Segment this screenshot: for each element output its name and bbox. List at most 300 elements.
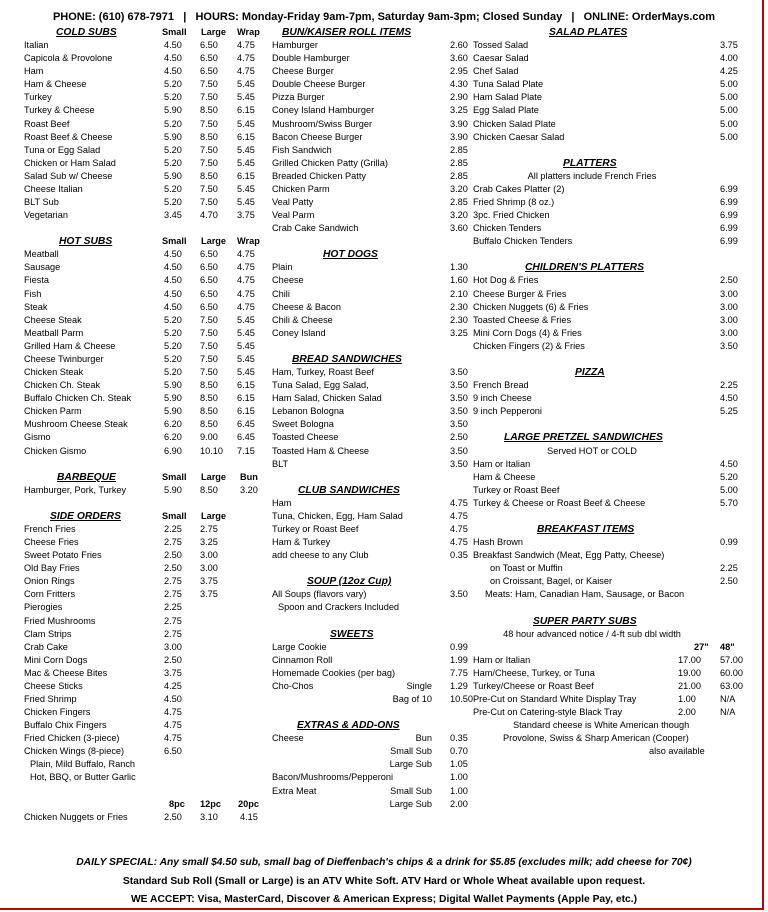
list-item — [24, 52, 269, 65]
pizza-list — [473, 379, 743, 418]
item-name: Fried Shrimp (8 oz.) — [473, 197, 555, 208]
price-27in: 1.00 — [678, 693, 696, 704]
item-name: Ham or Italian — [473, 654, 531, 665]
section-title: EXTRAS & ADD-ONS — [297, 720, 400, 732]
list-item — [24, 601, 269, 614]
price-large: 10.10 — [200, 445, 223, 456]
section-title: SOUP (12oz Cup) — [307, 576, 392, 588]
price-large: 6.50 — [200, 249, 218, 260]
item-name: Homemade Cookies (per bag) — [272, 667, 396, 678]
item-name: BLT — [272, 458, 289, 469]
price-wrap: 6.15 — [237, 380, 255, 391]
price-small: 4.50 — [164, 66, 182, 77]
price: 3.50 — [450, 406, 468, 417]
section-header-salad-plates — [473, 26, 743, 39]
section-title: HOT DOGS — [323, 249, 378, 261]
item-name: Chili — [272, 288, 290, 299]
list-item — [272, 458, 470, 471]
price: 3.00 — [720, 327, 738, 338]
platters-list — [473, 183, 743, 248]
item-name: Double Cheese Burger — [272, 79, 366, 90]
list-item — [24, 484, 269, 497]
price-8pc: 2.50 — [164, 811, 182, 822]
list-item — [24, 144, 269, 157]
separator: | — [183, 11, 187, 23]
size-label: Small Sub — [390, 785, 432, 796]
price-large: 7.50 — [200, 144, 218, 155]
price-large: 7.50 — [200, 340, 218, 351]
list-item — [272, 431, 470, 444]
column-header-large: Large — [201, 510, 227, 521]
platters-note — [473, 170, 711, 183]
party-note — [473, 628, 711, 641]
list-item — [272, 157, 470, 170]
item-name: Hash Brown — [473, 537, 524, 548]
list-item — [24, 366, 269, 379]
list-item — [24, 65, 269, 78]
list-item — [272, 418, 470, 431]
pretzel-list — [473, 458, 743, 510]
item-name: Bacon Cheese Burger — [272, 131, 363, 142]
item-name: Cheese — [272, 733, 304, 744]
list-item — [272, 209, 470, 222]
item-name: Meatball — [24, 249, 59, 260]
list-item — [272, 392, 470, 405]
list-item — [473, 314, 743, 327]
price: 3.90 — [450, 131, 468, 142]
price: 3.00 — [720, 288, 738, 299]
item-name: Chicken or Ham Salad — [24, 157, 116, 168]
column-header-large: Large — [201, 27, 227, 37]
price: 10.50 — [450, 693, 473, 704]
price-wrap: 4.75 — [237, 301, 255, 312]
price-large: 3.75 — [200, 576, 218, 587]
list-item — [272, 745, 470, 758]
list-item — [473, 405, 743, 418]
price-wrap: 6.15 — [237, 406, 255, 417]
list-item — [24, 78, 269, 91]
list-item — [473, 91, 743, 104]
price-large: 8.50 — [200, 484, 218, 495]
item-name: Crab Cake Sandwich — [272, 223, 359, 234]
list-item — [473, 196, 743, 209]
item-name: Ham Salad, Chicken Salad — [272, 393, 382, 404]
price-wrap: 5.45 — [237, 118, 255, 129]
item-name: Cho-Chos — [272, 680, 314, 691]
item-name: Turkey & Cheese — [24, 105, 95, 116]
list-item — [272, 327, 470, 340]
size-label: Small Sub — [390, 746, 432, 757]
item-name: Ham Salad Plate — [473, 92, 542, 103]
list-item — [473, 706, 743, 719]
item-name: Ham, Turkey, Roast Beef — [272, 367, 374, 378]
column-header-12pc: 12pc — [200, 798, 221, 809]
price-small: 5.90 — [164, 170, 182, 181]
price: 2.85 — [450, 197, 468, 208]
price: 5.00 — [720, 131, 738, 142]
list-item — [272, 523, 470, 536]
price: 3.60 — [450, 53, 468, 64]
section-title: PIZZA — [575, 367, 605, 379]
price: 3.50 — [720, 340, 738, 351]
item-name: Crab Cake — [24, 641, 68, 652]
price: 4.25 — [720, 66, 738, 77]
price-large: 8.50 — [200, 406, 218, 417]
list-item — [473, 458, 743, 471]
item-name: Plain — [272, 262, 293, 273]
item-name: Bacon/Mushrooms/Pepperoni — [272, 772, 394, 783]
daily-special: DAILY SPECIAL: Any small $4.50 sub, small bag of Dieffenbach's chips & a drink for $5.85 (excludes milk; add cheese for 70¢) — [76, 857, 692, 868]
item-name: Fiesta — [24, 275, 50, 286]
list-item — [473, 484, 743, 497]
item-name: Coney Island — [272, 327, 326, 338]
price-large: 4.70 — [200, 210, 218, 221]
price-small: 6.20 — [164, 419, 182, 430]
pretzel-note — [473, 445, 711, 458]
price-large: 3.00 — [200, 550, 218, 561]
hot-dogs-list — [272, 261, 470, 339]
price: 2.50 — [720, 275, 738, 286]
list-item — [272, 771, 470, 784]
item-name: Cheese Twinburger — [24, 353, 104, 364]
list-item — [24, 261, 269, 274]
price-small: 5.20 — [164, 183, 182, 194]
item-name: Cheese — [272, 275, 304, 286]
price-small: 3.45 — [164, 210, 182, 221]
section-header-hot-subs — [24, 235, 269, 248]
item-name: Turkey or Roast Beef — [272, 523, 359, 534]
item-name: on Croissant, Bagel, or Kaiser — [490, 576, 613, 587]
price-large: 6.50 — [200, 66, 218, 77]
list-item — [473, 562, 743, 575]
list-item — [24, 562, 269, 575]
list-item — [272, 693, 473, 706]
item-name: Chicken Fingers (2) & Fries — [473, 340, 585, 351]
list-item — [24, 732, 269, 745]
note-text: Provolone, Swiss & Sharp American (Cooper) — [503, 733, 689, 744]
item-name: Large Cookie — [272, 641, 327, 652]
price-large: 3.25 — [200, 537, 218, 548]
item-name: Cheese Burger — [272, 66, 334, 77]
price-small: 5.20 — [164, 314, 182, 325]
list-item — [272, 288, 470, 301]
list-item — [272, 104, 470, 117]
price: 5.20 — [720, 471, 738, 482]
soup-note — [272, 601, 470, 614]
price: 4.00 — [720, 53, 738, 64]
item-name: Ham/Cheese, Turkey, or Tuna — [473, 667, 595, 678]
childrens-platters-list — [473, 274, 743, 352]
column-header-small: Small — [162, 27, 187, 37]
price: 3.60 — [450, 223, 468, 234]
item-name: Crab Cakes Platter (2) — [473, 183, 565, 194]
list-item — [473, 131, 743, 144]
section-title: COLD SUBS — [56, 27, 117, 38]
list-item — [24, 431, 269, 444]
price-small: 4.75 — [164, 707, 182, 718]
price-48in: 60.00 — [720, 667, 743, 678]
list-item — [473, 497, 743, 510]
price-small: 2.75 — [164, 589, 182, 600]
item-name: Pre-Cut on Catering-style Black Tray — [473, 707, 623, 718]
item-name: 9 inch Cheese — [473, 393, 532, 404]
price-small: 4.50 — [164, 301, 182, 312]
item-name: Pierogies — [24, 602, 63, 613]
item-name: Caesar Salad — [473, 53, 529, 64]
section-title: LARGE PRETZEL SANDWICHES — [504, 432, 663, 444]
list-item — [272, 732, 470, 745]
price: 3.50 — [450, 393, 468, 404]
price: 2.25 — [720, 563, 738, 574]
list-item — [24, 405, 269, 418]
price: 2.50 — [450, 432, 468, 443]
item-name: Cheese Italian — [24, 183, 83, 194]
section-header-club-sandwiches — [272, 484, 470, 497]
item-name: Ham — [272, 497, 292, 508]
list-item — [24, 301, 269, 314]
price-large: 7.50 — [200, 367, 218, 378]
column-header-8pc: 8pc — [169, 798, 185, 809]
price: 4.50 — [720, 458, 738, 469]
note-text: also available — [649, 746, 705, 757]
list-item — [24, 104, 269, 117]
note-text: 48 hour advanced notice / 4-ft sub dbl width — [503, 628, 681, 639]
hot-subs-list — [24, 248, 269, 457]
section-title: PLATTERS — [563, 157, 617, 169]
item-name: Tuna or Egg Salad — [24, 144, 101, 155]
item-name: Chicken Nuggets (6) & Fries — [473, 301, 589, 312]
list-item — [24, 811, 269, 824]
price: 3.90 — [450, 118, 468, 129]
wing-note: Hot, BBQ, or Butter Garlic — [30, 772, 136, 783]
column-header-wrap: Wrap — [237, 27, 260, 37]
column-header-large: Large — [201, 471, 227, 482]
price-48in: N/A — [720, 707, 736, 718]
item-name: Cheese Sticks — [24, 680, 83, 691]
list-item — [272, 196, 470, 209]
item-name: Turkey/Cheese or Roast Beef — [473, 680, 594, 691]
item-name: Chef Salad — [473, 66, 519, 77]
price-wrap: 5.45 — [237, 353, 255, 364]
price-small: 4.25 — [164, 680, 182, 691]
price-small: 4.50 — [164, 249, 182, 260]
price-small: 4.50 — [164, 262, 182, 273]
price: 4.75 — [450, 523, 468, 534]
price: 0.70 — [450, 746, 468, 757]
price-wrap: 5.45 — [237, 340, 255, 351]
price: 0.35 — [450, 550, 468, 561]
price-large: 7.50 — [200, 79, 218, 90]
section-header-cold-subs — [24, 26, 269, 39]
price: 1.05 — [450, 759, 468, 770]
price-small: 6.50 — [164, 746, 182, 757]
price-48in: 63.00 — [720, 680, 743, 691]
item-name: Steak — [24, 301, 48, 312]
column-header-small: Small — [162, 510, 187, 521]
price-small: 5.20 — [164, 327, 182, 338]
roll-note: Standard Sub Roll (Small or Large) is an ATV White Soft. ATV Hard or Whole Wheat available upon request. — [122, 876, 646, 887]
note-text: Meats: Ham, Canadian Ham, Sausage, or Bacon — [485, 589, 685, 600]
price: 2.30 — [450, 314, 468, 325]
list-item — [24, 131, 269, 144]
list-item — [272, 588, 470, 601]
list-item — [24, 719, 269, 732]
price-small: 5.20 — [164, 197, 182, 208]
price-large: 6.50 — [200, 288, 218, 299]
item-name: Toasted Cheese & Fries — [473, 314, 572, 325]
price-small: 2.50 — [164, 654, 182, 665]
list-item — [24, 170, 269, 183]
price-small: 2.25 — [164, 602, 182, 613]
section-header-extras — [272, 719, 470, 732]
price-large: 8.50 — [200, 380, 218, 391]
price-small: 5.20 — [164, 367, 182, 378]
price: 5.00 — [720, 79, 738, 90]
item-name: Hamburger — [272, 40, 318, 51]
right-column — [473, 26, 743, 758]
list-item — [24, 654, 269, 667]
price-27in: 21.00 — [678, 680, 701, 691]
price: 5.70 — [720, 497, 738, 508]
list-item — [24, 536, 269, 549]
list-item — [24, 549, 269, 562]
side-orders-list — [24, 523, 269, 758]
price: 2.85 — [450, 144, 468, 155]
price-wrap: 4.75 — [237, 275, 255, 286]
item-name: Vegetarian — [24, 210, 68, 221]
list-item — [272, 222, 470, 235]
size-label: Bag of 10 — [392, 693, 432, 704]
size-label: Single — [406, 680, 432, 691]
list-item — [24, 248, 269, 261]
price-large: 6.50 — [200, 275, 218, 286]
column-header-27in: 27" — [694, 641, 709, 652]
section-header-soup — [272, 575, 470, 588]
price: 3.50 — [450, 367, 468, 378]
price-wrap: 4.75 — [237, 249, 255, 260]
list-item — [24, 667, 269, 680]
list-item — [24, 392, 269, 405]
item-name: Cheese Steak — [24, 314, 82, 325]
price-large: 7.50 — [200, 183, 218, 194]
list-item — [272, 314, 470, 327]
price-small: 2.50 — [164, 563, 182, 574]
price-small: 5.20 — [164, 92, 182, 103]
price-wrap: 5.45 — [237, 327, 255, 338]
price-small: 5.90 — [164, 105, 182, 116]
list-item — [24, 196, 269, 209]
price-large: 7.50 — [200, 157, 218, 168]
list-item — [272, 536, 470, 549]
price: 4.75 — [450, 497, 468, 508]
cheese-note — [473, 719, 743, 732]
price: 3.20 — [450, 183, 468, 194]
price-large: 7.50 — [200, 314, 218, 325]
section-title: HOT SUBS — [59, 236, 113, 248]
item-name: Chili & Cheese — [272, 314, 333, 325]
price: 6.99 — [720, 210, 738, 221]
list-item — [272, 654, 470, 667]
item-name: Mini Corn Dogs (4) & Fries — [473, 327, 582, 338]
section-title: CLUB SANDWICHES — [298, 484, 400, 496]
column-header-bun: Bun — [240, 471, 258, 482]
item-name: Capicola & Provolone — [24, 53, 113, 64]
list-item — [272, 785, 470, 798]
left-column — [24, 26, 269, 824]
bread-sandwiches-list — [272, 366, 470, 471]
section-header-party-subs — [473, 615, 743, 628]
list-item — [24, 340, 269, 353]
price: 2.85 — [450, 157, 468, 168]
column-header-large: Large — [201, 236, 227, 247]
price-small: 4.50 — [164, 40, 182, 51]
price-large: 6.50 — [200, 262, 218, 273]
item-name: Tuna, Chicken, Egg, Ham Salad — [272, 510, 403, 521]
price-wrap: 7.15 — [237, 445, 255, 456]
price: 3.25 — [450, 105, 468, 116]
separator: | — [571, 11, 575, 23]
price: 2.50 — [720, 576, 738, 587]
item-name: Veal Patty — [272, 197, 314, 208]
list-item — [24, 314, 269, 327]
list-item — [473, 65, 743, 78]
list-item — [272, 274, 470, 287]
item-name: Cheese & Bacon — [272, 301, 341, 312]
price-small: 2.75 — [164, 628, 182, 639]
column-header-20pc: 20pc — [238, 798, 259, 809]
price-wrap: 6.15 — [237, 170, 255, 181]
payment-note: WE ACCEPT: Visa, MasterCard, Discover & American Express; Digital Wallet Payments (Apple Pay, etc.) — [130, 894, 638, 905]
list-item — [272, 144, 470, 157]
phone-text: PHONE: (610) 678-7971 — [52, 11, 175, 23]
price-small: 4.75 — [164, 720, 182, 731]
list-item — [24, 706, 269, 719]
list-item — [473, 39, 743, 52]
column-header-small: Small — [162, 471, 187, 482]
price-48in: 57.00 — [720, 654, 743, 665]
section-header-side-orders — [24, 510, 269, 523]
list-item — [24, 183, 269, 196]
list-item — [24, 445, 269, 458]
list-item — [24, 523, 269, 536]
price-wrap: 5.45 — [237, 92, 255, 103]
price: 5.00 — [720, 484, 738, 495]
section-title: BREAKFAST ITEMS — [537, 523, 635, 535]
party-sizes-header — [473, 641, 743, 654]
item-name: Extra Meat — [272, 785, 317, 796]
price: 2.90 — [450, 92, 468, 103]
price-48in: N/A — [720, 693, 736, 704]
list-item — [272, 39, 470, 52]
list-item — [272, 549, 470, 562]
item-name: Buffalo Chicken Ch. Steak — [24, 393, 132, 404]
list-item — [272, 78, 470, 91]
item-name: Pizza Burger — [272, 92, 325, 103]
list-item — [272, 758, 470, 771]
list-item — [473, 392, 743, 405]
price: 5.00 — [720, 118, 738, 129]
item-name: Veal Parm — [272, 210, 315, 221]
list-item — [473, 693, 743, 706]
price-small: 2.75 — [164, 576, 182, 587]
item-name: Coney Island Hamburger — [272, 105, 375, 116]
price-large: 7.50 — [200, 197, 218, 208]
price-large: 6.50 — [200, 53, 218, 64]
item-name: Chicken Gismo — [24, 445, 87, 456]
price: 2.60 — [450, 40, 468, 51]
list-item — [473, 654, 743, 667]
item-name: BLT Sub — [24, 197, 59, 208]
